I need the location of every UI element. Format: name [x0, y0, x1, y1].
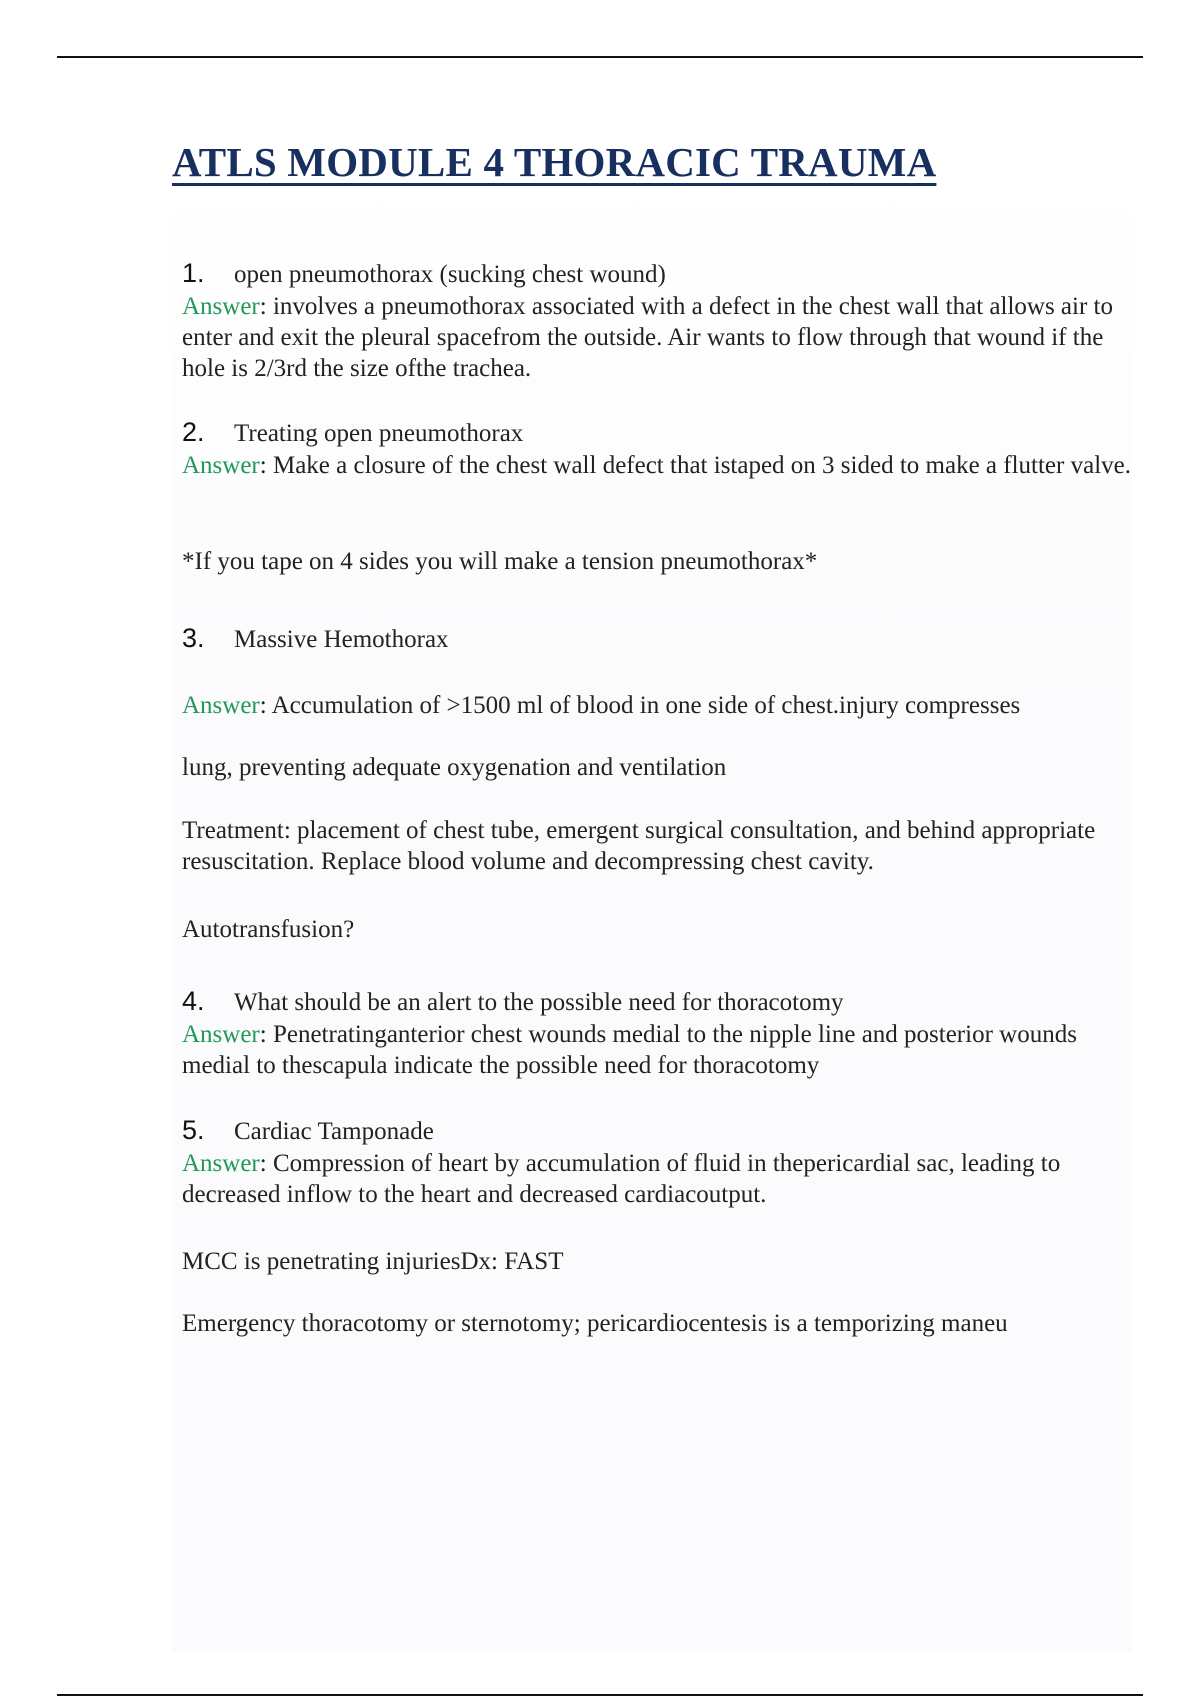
question-2: [182, 417, 1132, 450]
answer-label: Answer: [182, 692, 260, 719]
question-3: [182, 623, 1132, 656]
bottom-rule: [57, 1694, 1143, 1696]
answer-5: [182, 1148, 1132, 1210]
autotransfusion-text: Autotransfusion?: [182, 916, 355, 943]
answer-1: [182, 291, 1132, 384]
qa-item-5: [182, 1115, 1132, 1210]
question-text: What should be an alert to the possible need for thoracotomy: [234, 989, 844, 1016]
answer-3-continued: lung, preventing adequate oxygenation and ventilation: [182, 754, 727, 781]
treatment-text: Treatment: placement of chest tube, emergent surgical consultation, and behind appropriate resuscitation. Replace blood volume and decompressing chest cavity.: [182, 817, 1096, 875]
question-text: Cardiac Tamponade: [234, 1118, 434, 1145]
question-text: Massive Hemothorax: [234, 626, 449, 653]
answer-label: Answer: [182, 1021, 260, 1048]
question-number: 5.: [182, 1115, 205, 1145]
answer-text: : Penetratinganterior chest wounds medial to the nipple line and posterior wounds medial to thescapula indicate the possible need for thoracotomy: [182, 1021, 1077, 1079]
answer-text: : involves a pneumothorax associated with a defect in the chest wall that allows air to enter and exit the pleural spacefrom the outside. Air wants to flow through that wound if the hole is 2/3rd the size ofthe trachea.: [182, 293, 1113, 382]
page-body: [172, 162, 1132, 1652]
question-number: 2.: [182, 417, 205, 447]
qa-item-2: [182, 417, 1132, 481]
question-number: 3.: [182, 623, 205, 653]
answer-label: Answer: [182, 452, 260, 479]
answer-text: : Compression of heart by accumulation of fluid in thepericardial sac, leading to decreased inflow to the heart and decreased cardiacoutput.: [182, 1150, 1061, 1208]
question-1: [182, 258, 1132, 291]
emergency-text: Emergency thoracotomy or sternotomy; pericardiocentesis is a temporizing maneu: [182, 1310, 1008, 1337]
answer-4: [182, 1019, 1132, 1081]
document-title: ATLS MODULE 4 THORACIC TRAUMA: [172, 139, 937, 185]
qa-item-3: [182, 623, 1132, 656]
answer-3: [182, 690, 1132, 721]
answer-text: : Accumulation of >1500 ml of blood in one side of chest.injury compresses: [259, 692, 1021, 719]
qa-item-4: [182, 986, 1132, 1081]
note-text: *If you tape on 4 sides you will make a tension pneumothorax*: [182, 548, 818, 575]
answer-label: Answer: [182, 293, 260, 320]
question-text: open pneumothorax (sucking chest wound): [234, 261, 666, 288]
question-4: [182, 986, 1132, 1019]
answer-text: : Make a closure of the chest wall defect that istaped on 3 sided to make a flutter valve.: [259, 452, 1131, 479]
question-number: 4.: [182, 986, 205, 1016]
question-5: [182, 1115, 1132, 1148]
mcc-text: MCC is penetrating injuriesDx: FAST: [182, 1248, 564, 1275]
question-text: Treating open pneumothorax: [234, 420, 524, 447]
answer-label: Answer: [182, 1150, 260, 1177]
top-rule: [57, 56, 1143, 58]
answer-2: [182, 450, 1132, 481]
question-number: 1.: [182, 258, 205, 288]
qa-item-1: [182, 258, 1132, 384]
